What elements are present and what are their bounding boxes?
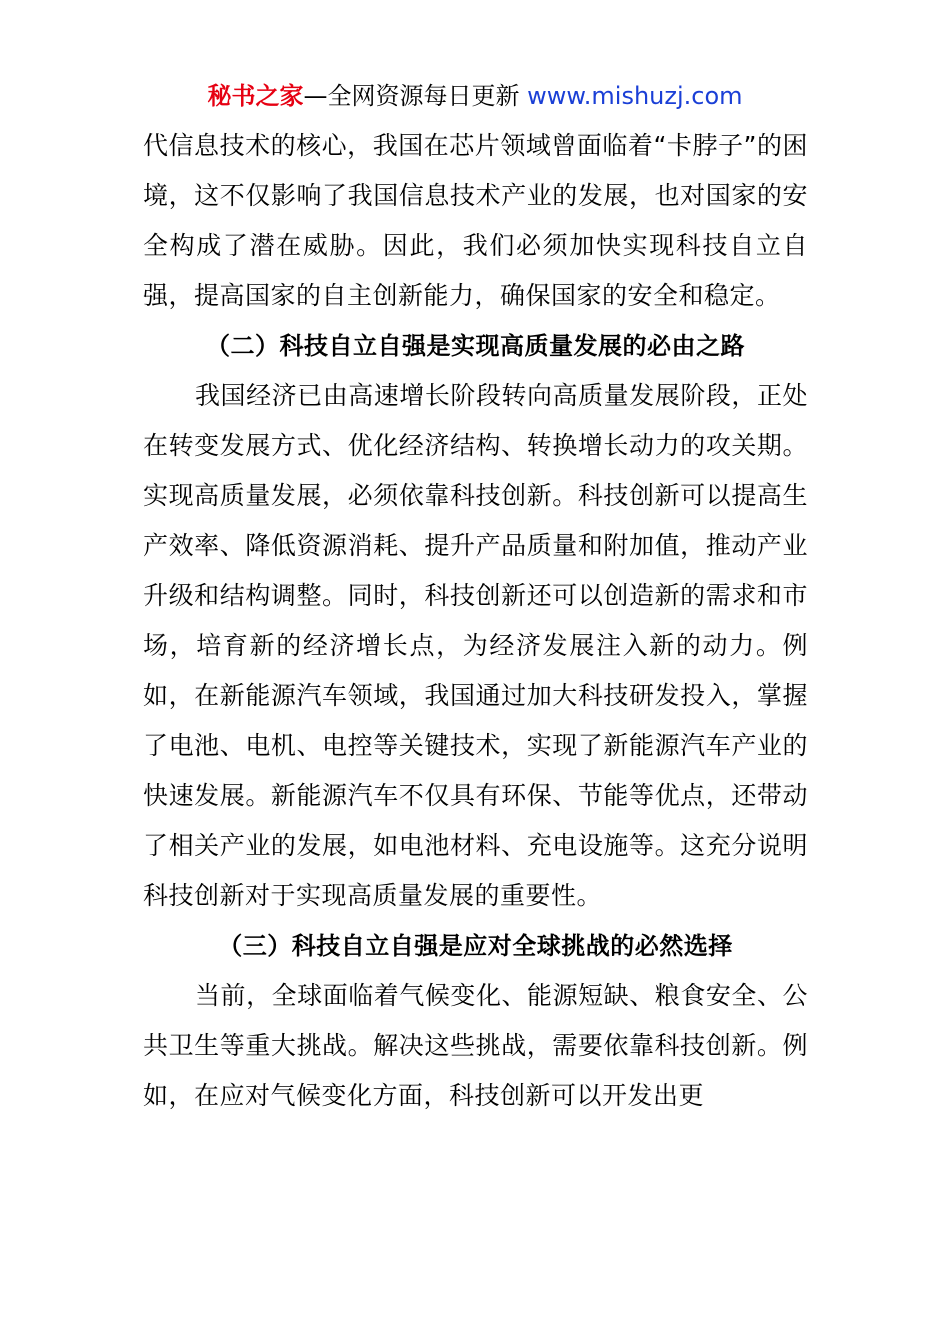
site-brand: 秘书之家 [207, 82, 304, 110]
site-url-link[interactable]: www.mishuzj.com [527, 82, 743, 110]
section-heading-3: （三）科技自立自强是应对全球挑战的必然选择 [218, 932, 733, 960]
site-header [0, 80, 950, 112]
paragraph-section-2: 我国经济已由高速增长阶段转向高质量发展阶段，正处在转变发展方式、优化经济结构、转换增长动力的攻关期。实现高质量发展，必须依靠科技创新。科技创新可以提高生产效率、降低资源消耗、提升产品质量和附加值，推动产业升级和结构调整。同时，科技创新还可以创造新的需求和市场，培育新的经济增长点，为经济发展注入新的动力。例如，在新能源汽车领域，我国通过加大科技研发投入，掌握了电池、电机、电控等关键技术，实现了新能源汽车产业的快速发展。新能源汽车不仅具有环保、节能等优点，还带动了相关产业的发展，如电池材料、充电设施等。这充分说明科技创新对于实现高质量发展的重要性。 [143, 381, 808, 910]
paragraph-continuation: 代信息技术的核心，我国在芯片领域曾面临着“卡脖子”的困境，这不仅影响了我国信息技术产业的发展，也对国家的安全构成了潜在威胁。因此，我们必须加快实现科技自立自强，提高国家的自主创新能力，确保国家的安全和稳定。 [143, 131, 808, 310]
section-heading-2: （二）科技自立自强是实现高质量发展的必由之路 [206, 332, 745, 360]
site-tagline: —全网资源每日更新 [303, 82, 520, 110]
document-body [143, 121, 808, 1121]
paragraph-section-3: 当前，全球面临着气候变化、能源短缺、粮食安全、公共卫生等重大挑战。解决这些挑战，需要依靠科技创新。例如，在应对气候变化方面，科技创新可以开发出更 [143, 981, 808, 1110]
